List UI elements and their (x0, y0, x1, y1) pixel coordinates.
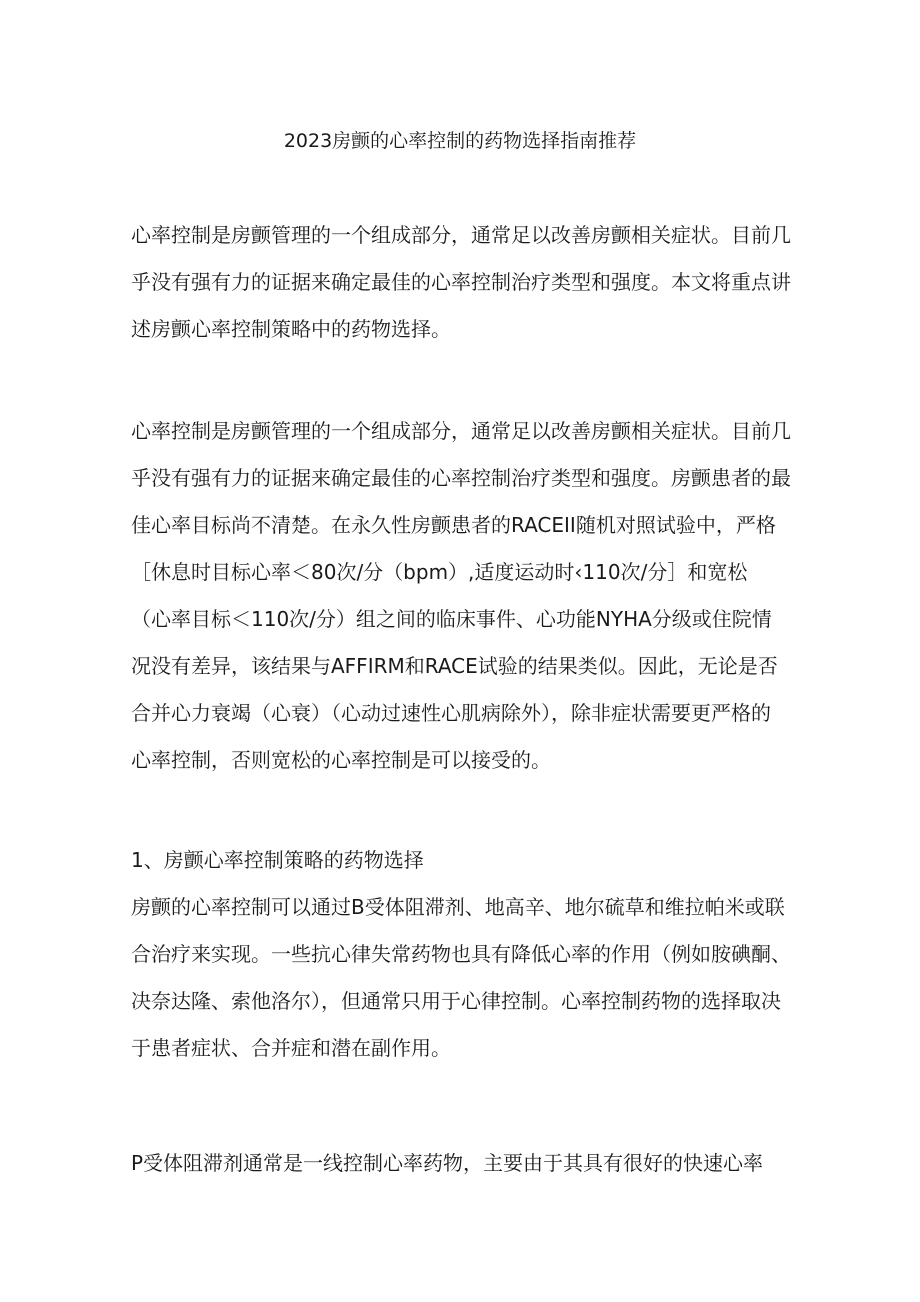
paragraph-line: 述房颤心率控制策略中的药物选择。 (131, 317, 451, 341)
paragraph-line: P受体阻滞剂通常是一线控制心率药物，主要由于其具有很好的快速心率 (131, 1151, 764, 1175)
paragraph-4 (131, 1140, 811, 1187)
paragraph-line: 乎没有强有力的证据来确定最佳的心率控制治疗类型和强度。本文将重点讲 (131, 270, 791, 294)
paragraph-line: 心率控制是房颤管理的一个组成部分，通常足以改善房颤相关症状。目前几 (131, 419, 791, 443)
document-title: 2023房颤的心率控制的药物选择指南推荐 (283, 130, 637, 152)
section-heading: 1、房颤心率控制策略的药物选择 (131, 848, 424, 872)
paragraph-line: 房颤的心率控制可以通过B受体阻滞剂、地高辛、地尔硫草和维拉帕米或联 (131, 895, 785, 919)
section-1 (131, 837, 811, 1072)
paragraph-2 (131, 408, 811, 784)
paragraph-1 (131, 212, 811, 353)
paragraph-line: 况没有差异，该结果与AFFIRM和RACE试验的结果类似。因此，无论是否 (131, 654, 778, 678)
paragraph-line: 决奈达隆、索他洛尔），但通常只用于心律控制。心率控制药物的选择取决 (131, 989, 781, 1013)
paragraph-line: 心率控制，否则宽松的心率控制是可以接受的。 (131, 748, 551, 772)
paragraph-line: 于患者症状、合并症和潜在副作用。 (131, 1036, 451, 1060)
paragraph-line: （心率目标＜110次/分）组之间的临床事件、心功能NYHA分级或住院情 (131, 607, 772, 631)
paragraph-line: 合并心力衰竭（心衰）（心动过速性心肌病除外），除非症状需要更严格的 (131, 701, 771, 725)
paragraph-line: 佳心率目标尚不清楚。在永久性房颤患者的RACEII随机对照试验中，严格 (131, 513, 776, 537)
paragraph-line: 心率控制是房颤管理的一个组成部分，通常足以改善房颤相关症状。目前几 (131, 223, 791, 247)
paragraph-line: 合治疗来实现。一些抗心律失常药物也具有降低心率的作用（例如胺碘酮、 (131, 942, 791, 966)
paragraph-line: ［休息时目标心率＜80次/分（bpm）,适度运动时‹110次/分］和宽松 (131, 560, 748, 584)
paragraph-line: 乎没有强有力的证据来确定最佳的心率控制治疗类型和强度。房颤患者的最 (131, 466, 791, 490)
